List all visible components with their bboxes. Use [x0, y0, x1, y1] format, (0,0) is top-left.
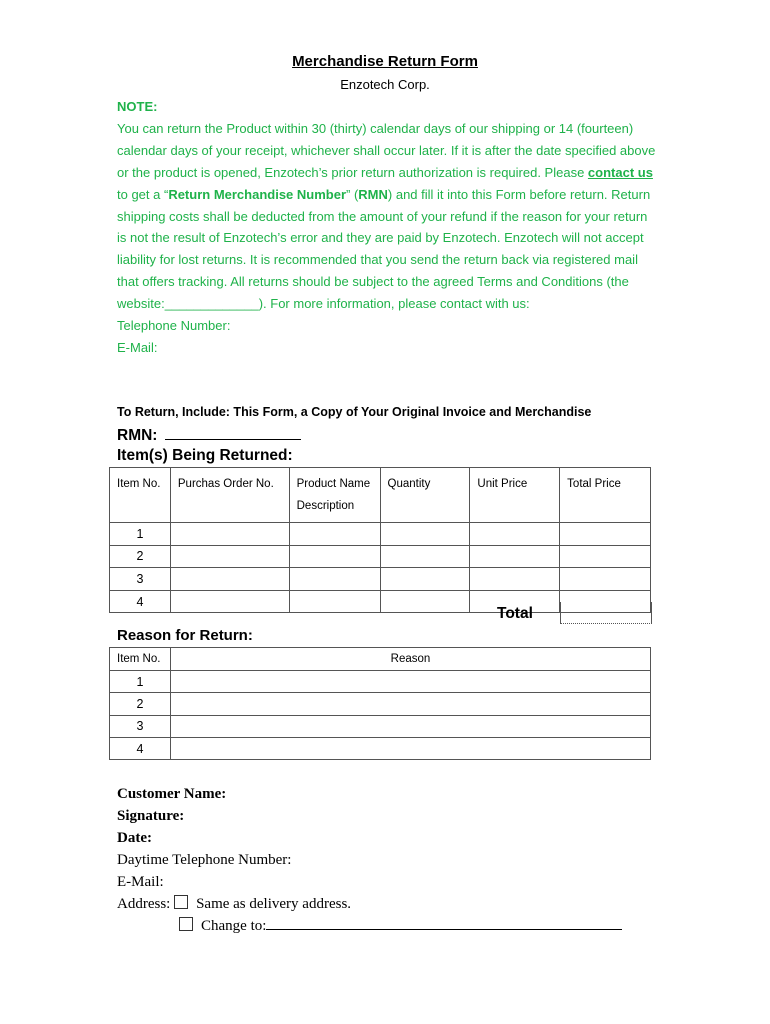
- header-item-no: Item No.: [110, 648, 171, 671]
- note-body: [117, 118, 657, 315]
- reasons-header-row: [110, 648, 651, 671]
- table-row: [110, 568, 651, 591]
- reason-cell[interactable]: [170, 671, 650, 693]
- header-reason: Reason: [170, 648, 650, 671]
- header-purchase-order: Purchas Order No.: [170, 468, 289, 523]
- grand-total-field[interactable]: [560, 602, 652, 624]
- purchase-order-cell[interactable]: [170, 523, 289, 546]
- signature-label: Signature:: [117, 807, 185, 824]
- header-unit-price: Unit Price: [470, 468, 560, 523]
- company-name: Enzotech Corp.: [340, 77, 430, 92]
- note-text-4: ) and fill it into this Form before return. Return shipping costs shall be deducted from the amount of your refund if the reason for your return is not the result of Enzotech’s error and they are paid by Enzotech. Enzotech will not accept liability for lost returns. It is recommended that you send the return back via registered mail that offers tracking. All returns should be subject to the agreed Terms and Conditions (the website:: [117, 186, 651, 312]
- same-address-checkbox[interactable]: [174, 895, 188, 909]
- header-product-name: Product Name Description: [289, 468, 380, 523]
- return-policy-note: [117, 96, 657, 359]
- items-table: [109, 467, 651, 613]
- form-title: Merchandise Return Form: [292, 53, 478, 70]
- header-total-price: Total Price: [560, 468, 651, 523]
- purchase-order-cell[interactable]: [170, 590, 289, 613]
- header-item-no: Item No.: [110, 468, 171, 523]
- note-text-2: to get a “: [117, 186, 169, 202]
- address-row: [117, 894, 622, 916]
- purchase-order-cell[interactable]: [170, 568, 289, 591]
- reason-cell[interactable]: [170, 693, 650, 715]
- rmn-full-name: Return Merchandise Number: [168, 186, 347, 202]
- items-section-title: Item(s) Being Returned:: [117, 447, 293, 464]
- product-name-cell[interactable]: [289, 545, 380, 568]
- change-address-checkbox[interactable]: [179, 917, 193, 931]
- table-row: [110, 545, 651, 568]
- table-row: [110, 671, 651, 693]
- items-header-row: [110, 468, 651, 523]
- note-text-5: ). For more information, please contact with us:: [258, 296, 530, 312]
- note-header: NOTE:: [117, 99, 158, 114]
- item-number: 4: [110, 737, 171, 759]
- change-to-label: Change to:: [201, 918, 267, 935]
- table-row: [110, 523, 651, 546]
- quantity-cell[interactable]: [380, 590, 470, 613]
- table-row: [110, 715, 651, 737]
- reason-cell[interactable]: [170, 737, 650, 759]
- change-address-row: [117, 915, 622, 938]
- quantity-cell[interactable]: [380, 545, 470, 568]
- table-row: [110, 693, 651, 715]
- email-label: E-Mail:: [117, 339, 158, 355]
- telephone-label: Telephone Number:: [117, 318, 231, 334]
- date-label: Date:: [117, 829, 152, 846]
- rmn-input-line[interactable]: [165, 425, 301, 440]
- item-number: 3: [110, 715, 171, 737]
- item-number: 1: [110, 523, 171, 546]
- note-text-1: You can return the Product within 30 (thirty) calendar days of our shipping or 14 (fourteen) calendar days of your receipt, whichever shall occur later. If it is after the date specified above or the product is opened, Enzotech’s prior return authorization is required. Please: [117, 120, 656, 180]
- website-blank: _____________: [164, 296, 259, 312]
- total-price-cell[interactable]: [560, 545, 651, 568]
- product-name-cell[interactable]: [289, 523, 380, 546]
- total-price-cell[interactable]: [560, 523, 651, 546]
- rmn-abbreviation: RMN: [358, 186, 388, 202]
- product-name-cell[interactable]: [289, 590, 380, 613]
- change-address-input-line[interactable]: [266, 915, 622, 930]
- unit-price-cell[interactable]: [470, 568, 560, 591]
- contact-us-link[interactable]: contact us: [587, 164, 653, 180]
- quantity-cell[interactable]: [380, 523, 470, 546]
- table-row: [110, 737, 651, 759]
- reason-cell[interactable]: [170, 715, 650, 737]
- customer-name-label: Customer Name:: [117, 786, 227, 802]
- unit-price-cell[interactable]: [470, 523, 560, 546]
- header-quantity: Quantity: [380, 468, 470, 523]
- unit-price-cell[interactable]: [470, 545, 560, 568]
- item-number: 2: [110, 693, 171, 715]
- customer-email-label: E-Mail:: [117, 873, 164, 890]
- reasons-table: [109, 647, 651, 760]
- item-number: 2: [110, 545, 171, 568]
- item-number: 1: [110, 671, 171, 693]
- same-address-label: Same as delivery address.: [196, 895, 352, 912]
- total-price-cell[interactable]: [560, 568, 651, 591]
- reason-section-title: Reason for Return:: [117, 627, 253, 644]
- product-name-cell[interactable]: [289, 568, 380, 591]
- note-text-3: ” (: [346, 186, 359, 202]
- rmn-field: [117, 425, 301, 445]
- quantity-cell[interactable]: [380, 568, 470, 591]
- item-number: 3: [110, 568, 171, 591]
- customer-info: [117, 784, 622, 938]
- include-instructions: To Return, Include: This Form, a Copy of Your Original Invoice and Merchandise: [117, 405, 592, 419]
- address-label: Address:: [117, 895, 171, 912]
- purchase-order-cell[interactable]: [170, 545, 289, 568]
- total-label: Total: [497, 605, 533, 622]
- item-number: 4: [110, 590, 171, 613]
- daytime-phone-label: Daytime Telephone Number:: [117, 851, 292, 868]
- rmn-label: RMN:: [117, 427, 158, 444]
